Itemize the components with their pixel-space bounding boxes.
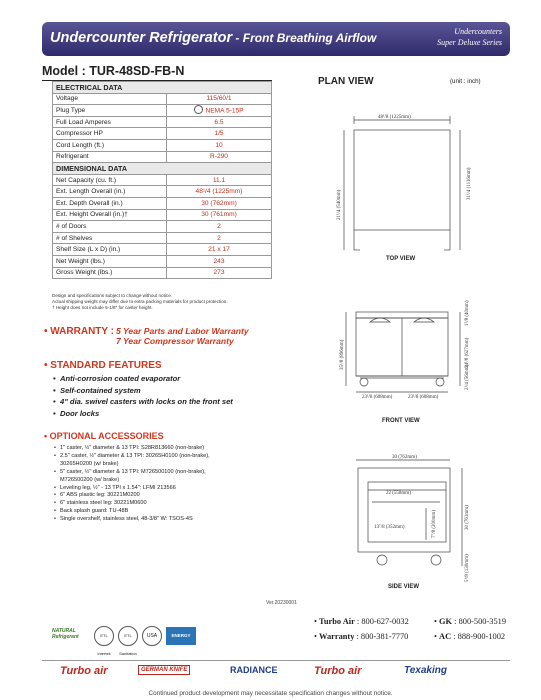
warranty-label: • WARRANTY : bbox=[44, 326, 114, 337]
spec-label: # of Shelves bbox=[53, 232, 167, 244]
spec-label: Voltage bbox=[53, 93, 167, 105]
footer-divider bbox=[42, 660, 510, 661]
dim-side-shelf-h: 7⁷/8 (200mm) bbox=[432, 510, 437, 538]
spec-value: 10 bbox=[167, 139, 272, 151]
series-label: Undercounters Super Deluxe Series bbox=[437, 27, 502, 47]
spec-value: 2 bbox=[167, 221, 272, 233]
spec-label: Ext. Height Overall (in.)† bbox=[53, 209, 167, 221]
front-view-label: FRONT VIEW bbox=[382, 418, 420, 424]
table-row bbox=[53, 128, 272, 140]
dim-side-shelf: 13⁷/8 (352mm) bbox=[374, 525, 405, 530]
dim-top-depth: 31¹/4 (1116mm) bbox=[467, 167, 472, 200]
spec-label: Gross Weight (lbs.) bbox=[53, 267, 167, 279]
spec-label: Ext. Length Overall (in.) bbox=[53, 186, 167, 198]
plan-drawings bbox=[300, 90, 515, 590]
list-item: • 5" caster, ½" diameter & 13 TPI: M726500100 (non-brake), bbox=[60, 469, 210, 477]
header-banner bbox=[42, 22, 510, 56]
spec-label: Cord Length (ft.) bbox=[53, 139, 167, 151]
natural-refrigerant-logo: NATURAL Refrigerant bbox=[52, 628, 79, 640]
table-row bbox=[53, 244, 272, 256]
spec-value: 6.5 bbox=[167, 116, 272, 128]
dim-front-body: 24¹/8 (627mm) bbox=[465, 337, 470, 368]
list-item: • 2.5" caster, ½" diameter & 13 TPI: 30265H0100 (non-brake), bbox=[60, 453, 210, 461]
plan-view-title: PLAN VIEW bbox=[318, 76, 374, 87]
disclaimer: Continued product development may necessitate specification changes without notice. bbox=[148, 690, 393, 697]
list-item: • 6" ABS plastic leg: 30221M0200 bbox=[60, 492, 210, 500]
radiance-logo: RADIANCE bbox=[230, 665, 278, 675]
german-knife-logo: GERMAN KNIFE bbox=[138, 665, 190, 675]
model-number: Model : TUR-48SD-FB-N bbox=[42, 64, 185, 78]
spec-label: Refrigerant bbox=[53, 151, 167, 163]
list-item: • Anti-corrosion coated evaporator bbox=[60, 373, 233, 385]
optional-accessories-title: • OPTIONAL ACCESSORIES bbox=[44, 431, 164, 441]
plug-type-value: NEMA 5-15P bbox=[205, 107, 244, 115]
warranty-values: 5 Year Parts and Labor Warranty 7 Year Compressor Warranty bbox=[116, 326, 249, 346]
dim-front-height: 35¹/8 (896mm) bbox=[340, 339, 345, 370]
energy-star-logo: ENERGY STAR bbox=[166, 627, 196, 645]
table-row bbox=[53, 267, 272, 279]
spec-label: Compressor HP bbox=[53, 128, 167, 140]
spec-value: 30 (761mm) bbox=[167, 209, 272, 221]
front-view-drawing bbox=[346, 312, 460, 392]
list-item: • 1" caster, ½" diameter & 13 TPI: S28R813660 (non-brake) bbox=[60, 445, 210, 453]
table-row bbox=[53, 105, 272, 117]
dim-front-top: 1⁵/8 (40mm) bbox=[465, 300, 470, 326]
optional-accessories-list bbox=[60, 445, 210, 524]
table-row bbox=[53, 232, 272, 244]
dim-front-door1: 23¹/8 (608mm) bbox=[362, 395, 393, 400]
spec-section-header bbox=[53, 82, 272, 94]
table-row bbox=[53, 139, 272, 151]
list-item-continued: 30265H0200 (w/ brake) bbox=[60, 460, 119, 467]
spec-notes: Design and specifications subject to change without notice. Actual shipping weight may differ due to extra packing materials for product protection. † Height does not include 5-1/8" for caster height. bbox=[52, 293, 228, 311]
spec-label: Shelf Size (L x D) (in.) bbox=[53, 244, 167, 256]
spec-label: Plug Type bbox=[53, 105, 167, 117]
spec-value: 30 (762mm) bbox=[167, 197, 272, 209]
table-row bbox=[53, 174, 272, 186]
spec-table bbox=[52, 81, 272, 279]
plug-icon bbox=[194, 105, 203, 114]
spec-value: 48¹/4 (1225mm) bbox=[167, 186, 272, 198]
table-row bbox=[53, 255, 272, 267]
dim-side-depth: 30 (762mm) bbox=[392, 455, 417, 460]
spec-value: R-290 bbox=[167, 151, 272, 163]
etl-listed-logo: ETL Intertek bbox=[94, 626, 114, 646]
side-view-drawing bbox=[356, 460, 462, 566]
spec-value: 11.1 bbox=[167, 174, 272, 186]
top-view-label: TOP VIEW bbox=[386, 256, 416, 262]
spec-label: Full Load Amperes bbox=[53, 116, 167, 128]
list-item: • 6" stainless steel leg: 30221M0600 bbox=[60, 500, 210, 508]
etl-sanitation-logo: ETL Sanitation bbox=[118, 626, 138, 646]
table-row bbox=[53, 221, 272, 233]
table-row bbox=[53, 186, 272, 198]
dim-front-door2: 23¹/8 (608mm) bbox=[408, 395, 439, 400]
dim-side-inner: 22 (558mm) bbox=[386, 491, 411, 496]
list-item: • Self-contained system bbox=[60, 385, 233, 397]
list-item: • 4" dia. swivel casters with locks on the front set bbox=[60, 396, 233, 408]
version-label: Ver.20230001 bbox=[266, 600, 297, 606]
table-row bbox=[53, 209, 272, 221]
usa-logo: USA bbox=[142, 626, 162, 646]
spec-value: 1/5 bbox=[167, 128, 272, 140]
table-row bbox=[53, 151, 272, 163]
dim-side-height: 30 (761mm) bbox=[465, 505, 470, 530]
spec-section-title: DIMENSIONAL DATA bbox=[53, 163, 272, 175]
page-title: Undercounter Refrigerator - Front Breathing Airflow bbox=[50, 30, 377, 46]
table-row bbox=[53, 197, 272, 209]
top-view-drawing bbox=[344, 116, 460, 250]
spec-label: Ext. Depth Overall (in.) bbox=[53, 197, 167, 209]
list-item: • Leveling leg, ½" - 13 TPI x 1.54": LFMI 213566 bbox=[60, 485, 210, 493]
list-item: • Back splash guard: TU-48B bbox=[60, 508, 210, 516]
list-item: • Single overshelf, stainless steel, 48-3/8" W: TSOS-4S bbox=[60, 516, 210, 524]
spec-label: Net Capacity (cu. ft.) bbox=[53, 174, 167, 186]
spec-section-header bbox=[53, 163, 272, 175]
spec-label: # of Doors bbox=[53, 221, 167, 233]
side-view-label: SIDE VIEW bbox=[388, 584, 420, 590]
turbo-air-logo: Turbo air bbox=[60, 665, 108, 677]
standard-features-list bbox=[60, 373, 233, 419]
texaking-logo: Texaking bbox=[404, 665, 447, 676]
list-item-continued: M726500200 (w/ brake) bbox=[60, 476, 120, 483]
dim-top-width: 48¹/8 (1225mm) bbox=[378, 115, 411, 120]
spec-label: Net Weight (lbs.) bbox=[53, 255, 167, 267]
spec-value: 273 bbox=[167, 267, 272, 279]
spec-value: 21 x 17 bbox=[167, 244, 272, 256]
unit-label: (unit : inch) bbox=[450, 78, 481, 85]
list-item: • Door locks bbox=[60, 408, 233, 420]
spec-section-title: ELECTRICAL DATA bbox=[53, 82, 272, 94]
spec-value: 115/60/1 bbox=[167, 93, 272, 105]
table-row bbox=[53, 93, 272, 105]
dim-side-caster: 5¹/8 (130mm) bbox=[465, 554, 470, 582]
standard-features-title: • STANDARD FEATURES bbox=[44, 360, 162, 371]
dim-front-caster: 2¹/4 (56mm) bbox=[465, 364, 470, 390]
turbo-air-logo-2: Turbo air bbox=[314, 665, 362, 677]
dim-top-cab: 21¹/4 (540mm) bbox=[337, 189, 342, 220]
spec-value: 2 bbox=[167, 232, 272, 244]
table-row bbox=[53, 116, 272, 128]
spec-value: 243 bbox=[167, 255, 272, 267]
brand-logos bbox=[50, 662, 510, 684]
spec-value bbox=[167, 105, 272, 117]
